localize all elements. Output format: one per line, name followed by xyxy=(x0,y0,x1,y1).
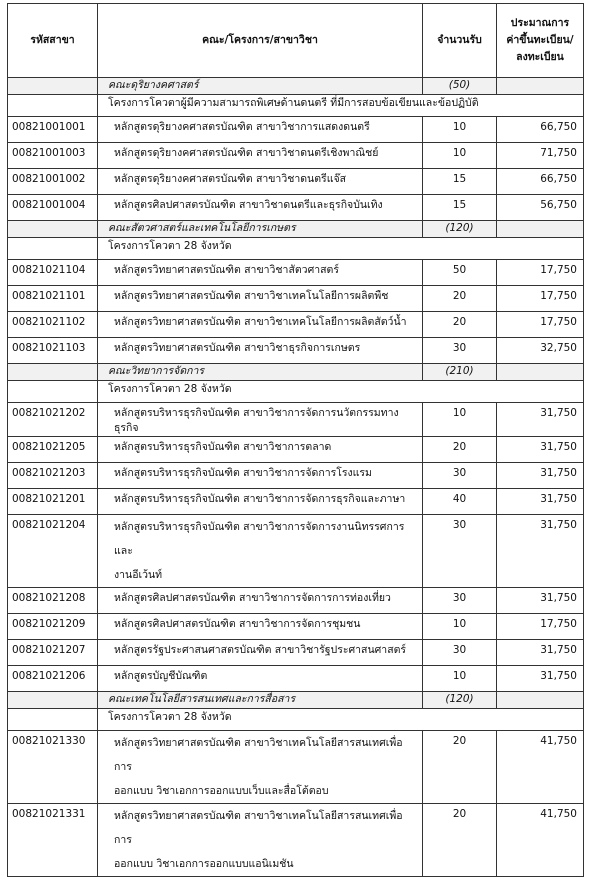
program-fee: 17,750 xyxy=(497,312,584,338)
program-fee: 56,750 xyxy=(497,195,584,221)
program-code: 00821021331 xyxy=(8,804,98,877)
table-body xyxy=(8,78,584,877)
program-name: หลักสูตรศิลปศาสตรบัณฑิต สาขาวิชาการจัดการการท่องเที่ยว xyxy=(98,588,423,614)
program-fee: 17,750 xyxy=(497,614,584,640)
program-name: หลักสูตรศิลปศาสตรบัณฑิต สาขาวิชาดนตรีและธุรกิจบันเทิง xyxy=(98,195,423,221)
fee-cell-empty xyxy=(497,221,584,238)
faculty-name: คณะเทคโนโลยีสารสนเทศและการสื่อสาร xyxy=(98,692,423,709)
program-name: หลักสูตรวิทยาศาสตรบัณฑิต สาขาวิชาเทคโนโลยีการผลิตสัตว์น้ำ xyxy=(98,312,423,338)
program-seats: 10 xyxy=(423,666,497,692)
program-seats: 20 xyxy=(423,804,497,877)
code-cell-empty xyxy=(8,364,98,381)
program-fee: 66,750 xyxy=(497,169,584,195)
program-code: 00821001003 xyxy=(8,143,98,169)
code-cell-empty xyxy=(8,78,98,95)
program-fee: 17,750 xyxy=(497,286,584,312)
program-code: 00821001002 xyxy=(8,169,98,195)
program-code: 00821021203 xyxy=(8,463,98,489)
faculty-seats: (50) xyxy=(423,78,497,95)
header-seats: จำนวนรับ xyxy=(423,4,497,78)
program-code: 00821021104 xyxy=(8,260,98,286)
program-fee: 41,750 xyxy=(497,804,584,877)
program-seats: 20 xyxy=(423,437,497,463)
admission-table-container xyxy=(7,3,583,877)
program-name-line1: หลักสูตรวิทยาศาสตรบัณฑิต สาขาวิชาเทคโนโลยีสารสนเทศเพื่อการ xyxy=(114,737,403,773)
project-name: โครงการโควตา 28 จังหวัด xyxy=(98,238,584,260)
program-code: 00821021102 xyxy=(8,312,98,338)
program-fee: 31,750 xyxy=(497,666,584,692)
fee-cell-empty xyxy=(497,78,584,95)
program-seats: 30 xyxy=(423,515,497,588)
program-code: 00821021330 xyxy=(8,731,98,804)
program-name: หลักสูตรวิทยาศาสตรบัณฑิต สาขาวิชาเทคโนโลยีการผลิตพืช xyxy=(98,286,423,312)
table-row xyxy=(8,588,584,614)
table-row xyxy=(8,489,584,515)
faculty-row xyxy=(8,364,584,381)
project-row xyxy=(8,95,584,117)
code-cell-empty xyxy=(8,221,98,238)
program-name: หลักสูตรดุริยางคศาสตรบัณฑิต สาขาวิชาดนตรีเชิงพาณิชย์ xyxy=(98,143,423,169)
header-program: คณะ/โครงการ/สาขาวิชา xyxy=(98,4,423,78)
program-seats: 20 xyxy=(423,312,497,338)
table-row xyxy=(8,463,584,489)
fee-cell-empty xyxy=(497,364,584,381)
program-code: 00821021103 xyxy=(8,338,98,364)
program-name: หลักสูตรดุริยางคศาสตรบัณฑิต สาขาวิชาการแสดงดนตรี xyxy=(98,117,423,143)
program-code: 00821021204 xyxy=(8,515,98,588)
faculty-seats: (120) xyxy=(423,221,497,238)
program-seats: 10 xyxy=(423,403,497,437)
table-header-row xyxy=(8,4,584,78)
faculty-row xyxy=(8,78,584,95)
program-name: หลักสูตรบริหารธุรกิจบัณฑิต สาขาวิชาการจัดการนวัตกรรมทางธุรกิจ xyxy=(98,403,423,437)
project-name: โครงการโควตา 28 จังหวัด xyxy=(98,709,584,731)
table-row xyxy=(8,260,584,286)
table-row xyxy=(8,614,584,640)
project-row xyxy=(8,709,584,731)
program-seats: 10 xyxy=(423,117,497,143)
program-fee: 32,750 xyxy=(497,338,584,364)
table-row xyxy=(8,312,584,338)
faculty-name: คณะดุริยางคศาสตร์ xyxy=(98,78,423,95)
table-row xyxy=(8,515,584,588)
program-name-line2: ออกแบบ วิชาเอกการออกแบบแอนิเมชัน xyxy=(114,858,294,870)
project-name: โครงการโควตาผู้มีความสามารถพิเศษด้านดนตรี ที่มีการสอบข้อเขียนและข้อปฏิบัติ xyxy=(98,95,584,117)
faculty-name: คณะวิทยาการจัดการ xyxy=(98,364,423,381)
program-name: หลักสูตรบริหารธุรกิจบัณฑิต สาขาวิชาการตลาด xyxy=(98,437,423,463)
code-cell-empty xyxy=(8,692,98,709)
program-fee: 71,750 xyxy=(497,143,584,169)
program-code: 00821021201 xyxy=(8,489,98,515)
program-name xyxy=(98,515,423,588)
program-seats: 15 xyxy=(423,195,497,221)
table-row xyxy=(8,731,584,804)
program-seats: 20 xyxy=(423,286,497,312)
program-fee: 66,750 xyxy=(497,117,584,143)
program-fee: 31,750 xyxy=(497,437,584,463)
project-row xyxy=(8,238,584,260)
project-name: โครงการโควตา 28 จังหวัด xyxy=(98,381,584,403)
program-code: 00821021207 xyxy=(8,640,98,666)
program-name: หลักสูตรบริหารธุรกิจบัณฑิต สาขาวิชาการจัดการธุรกิจและภาษา xyxy=(98,489,423,515)
project-row xyxy=(8,381,584,403)
program-fee: 31,750 xyxy=(497,588,584,614)
table-row xyxy=(8,143,584,169)
faculty-seats: (210) xyxy=(423,364,497,381)
table-row xyxy=(8,403,584,437)
program-code: 00821001001 xyxy=(8,117,98,143)
program-seats: 20 xyxy=(423,731,497,804)
program-seats: 50 xyxy=(423,260,497,286)
table-row xyxy=(8,640,584,666)
program-seats: 15 xyxy=(423,169,497,195)
program-code: 00821021205 xyxy=(8,437,98,463)
program-code: 00821021206 xyxy=(8,666,98,692)
table-row xyxy=(8,338,584,364)
table-row xyxy=(8,666,584,692)
faculty-row xyxy=(8,221,584,238)
table-row xyxy=(8,437,584,463)
program-seats: 40 xyxy=(423,489,497,515)
table-row xyxy=(8,804,584,877)
program-code: 00821021208 xyxy=(8,588,98,614)
program-name: หลักสูตรวิทยาศาสตรบัณฑิต สาขาวิชาสัตวศาสตร์ xyxy=(98,260,423,286)
program-seats: 10 xyxy=(423,143,497,169)
program-fee: 31,750 xyxy=(497,489,584,515)
table-row xyxy=(8,195,584,221)
program-seats: 30 xyxy=(423,640,497,666)
program-name: หลักสูตรบริหารธุรกิจบัณฑิต สาขาวิชาการจัดการโรงแรม xyxy=(98,463,423,489)
table-row xyxy=(8,169,584,195)
code-cell-empty xyxy=(8,238,98,260)
code-cell-empty xyxy=(8,709,98,731)
program-name-line2: ออกแบบ วิชาเอกการออกแบบเว็บและสื่อโต้ตอบ xyxy=(114,785,329,797)
program-fee: 31,750 xyxy=(497,463,584,489)
program-fee: 31,750 xyxy=(497,515,584,588)
program-name-line1: หลักสูตรบริหารธุรกิจบัณฑิต สาขาวิชาการจัดการงานนิทรรศการและ xyxy=(114,521,405,557)
program-name: หลักสูตรรัฐประศาสนศาสตรบัณฑิต สาขาวิชารัฐประศาสนศาสตร์ xyxy=(98,640,423,666)
program-fee: 41,750 xyxy=(497,731,584,804)
fee-cell-empty xyxy=(497,692,584,709)
program-name-line1: หลักสูตรวิทยาศาสตรบัณฑิต สาขาวิชาเทคโนโลยีสารสนเทศเพื่อการ xyxy=(114,810,403,846)
program-seats: 10 xyxy=(423,614,497,640)
table-row xyxy=(8,117,584,143)
program-code: 00821021202 xyxy=(8,403,98,437)
program-name: หลักสูตรวิทยาศาสตรบัณฑิต สาขาวิชาธุรกิจการเกษตร xyxy=(98,338,423,364)
program-code: 00821001004 xyxy=(8,195,98,221)
code-cell-empty xyxy=(8,95,98,117)
admission-table xyxy=(7,3,584,877)
program-code: 00821021209 xyxy=(8,614,98,640)
header-fee: ประมาณการ ค่าขึ้นทะเบียน/ ลงทะเบียน xyxy=(497,4,584,78)
faculty-name: คณะสัตวศาสตร์และเทคโนโลยีการเกษตร xyxy=(98,221,423,238)
program-seats: 30 xyxy=(423,588,497,614)
program-name-line2: งานอีเว้นท์ xyxy=(114,569,163,581)
code-cell-empty xyxy=(8,381,98,403)
faculty-seats: (120) xyxy=(423,692,497,709)
program-fee: 17,750 xyxy=(497,260,584,286)
program-name xyxy=(98,804,423,877)
program-name: หลักสูตรศิลปศาสตรบัณฑิต สาขาวิชาการจัดการชุมชน xyxy=(98,614,423,640)
program-name: หลักสูตรบัญชีบัณฑิต xyxy=(98,666,423,692)
program-name xyxy=(98,731,423,804)
table-row xyxy=(8,286,584,312)
program-seats: 30 xyxy=(423,338,497,364)
program-seats: 30 xyxy=(423,463,497,489)
program-fee: 31,750 xyxy=(497,403,584,437)
faculty-row xyxy=(8,692,584,709)
program-code: 00821021101 xyxy=(8,286,98,312)
program-name: หลักสูตรดุริยางคศาสตรบัณฑิต สาขาวิชาดนตรีแจ๊ส xyxy=(98,169,423,195)
header-code: รหัสสาขา xyxy=(8,4,98,78)
program-fee: 31,750 xyxy=(497,640,584,666)
